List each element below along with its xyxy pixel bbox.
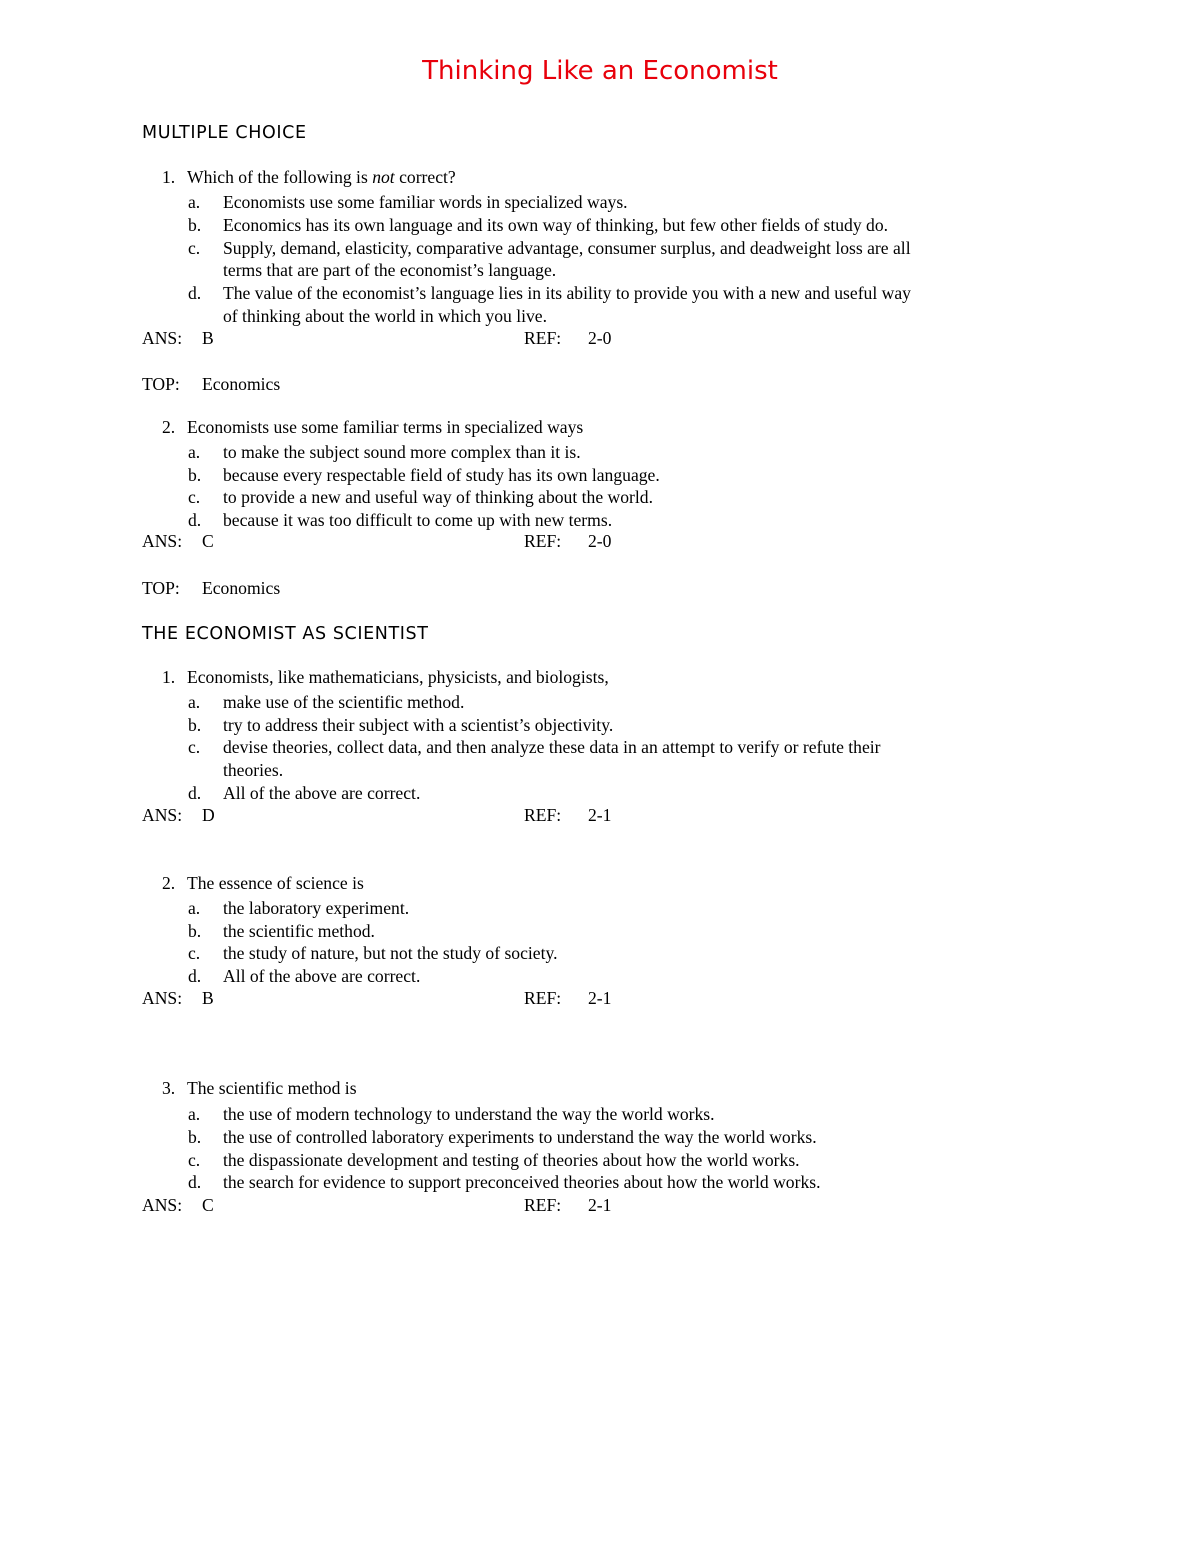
question-number: 2. — [162, 417, 176, 437]
document-title: Thinking Like an Economist — [422, 56, 778, 86]
reference-value: 2-1 — [588, 805, 612, 825]
reference-value: 2-0 — [588, 531, 612, 551]
section-heading-economist-as-scientist: THE ECONOMIST AS SCIENTIST — [142, 624, 429, 644]
answer-value: B — [202, 988, 214, 1008]
section-heading-multiple-choice: MULTIPLE CHOICE — [142, 123, 307, 143]
question-text: Which of the following is not correct? — [187, 167, 456, 187]
question-number: 1. — [162, 667, 176, 687]
topic-value: Economics — [202, 374, 281, 394]
question-text: The essence of science is — [187, 873, 364, 893]
topic-value: Economics — [202, 578, 281, 598]
answer-value: C — [202, 531, 214, 551]
answer-value: C — [202, 1195, 214, 1215]
reference-value: 2-0 — [588, 328, 612, 348]
emphasis-not: not — [372, 167, 395, 187]
answer-value: D — [202, 805, 215, 825]
question-text: Economists, like mathematicians, physicists, and biologists, — [187, 667, 609, 687]
question-number: 1. — [162, 167, 176, 187]
question-number: 3. — [162, 1078, 176, 1098]
reference-value: 2-1 — [588, 1195, 612, 1215]
question-text: Economists use some familiar terms in specialized ways — [187, 417, 584, 437]
question-number: 2. — [162, 873, 176, 893]
reference-value: 2-1 — [588, 988, 612, 1008]
answer-value: B — [202, 328, 214, 348]
question-text: The scientific method is — [187, 1078, 357, 1098]
